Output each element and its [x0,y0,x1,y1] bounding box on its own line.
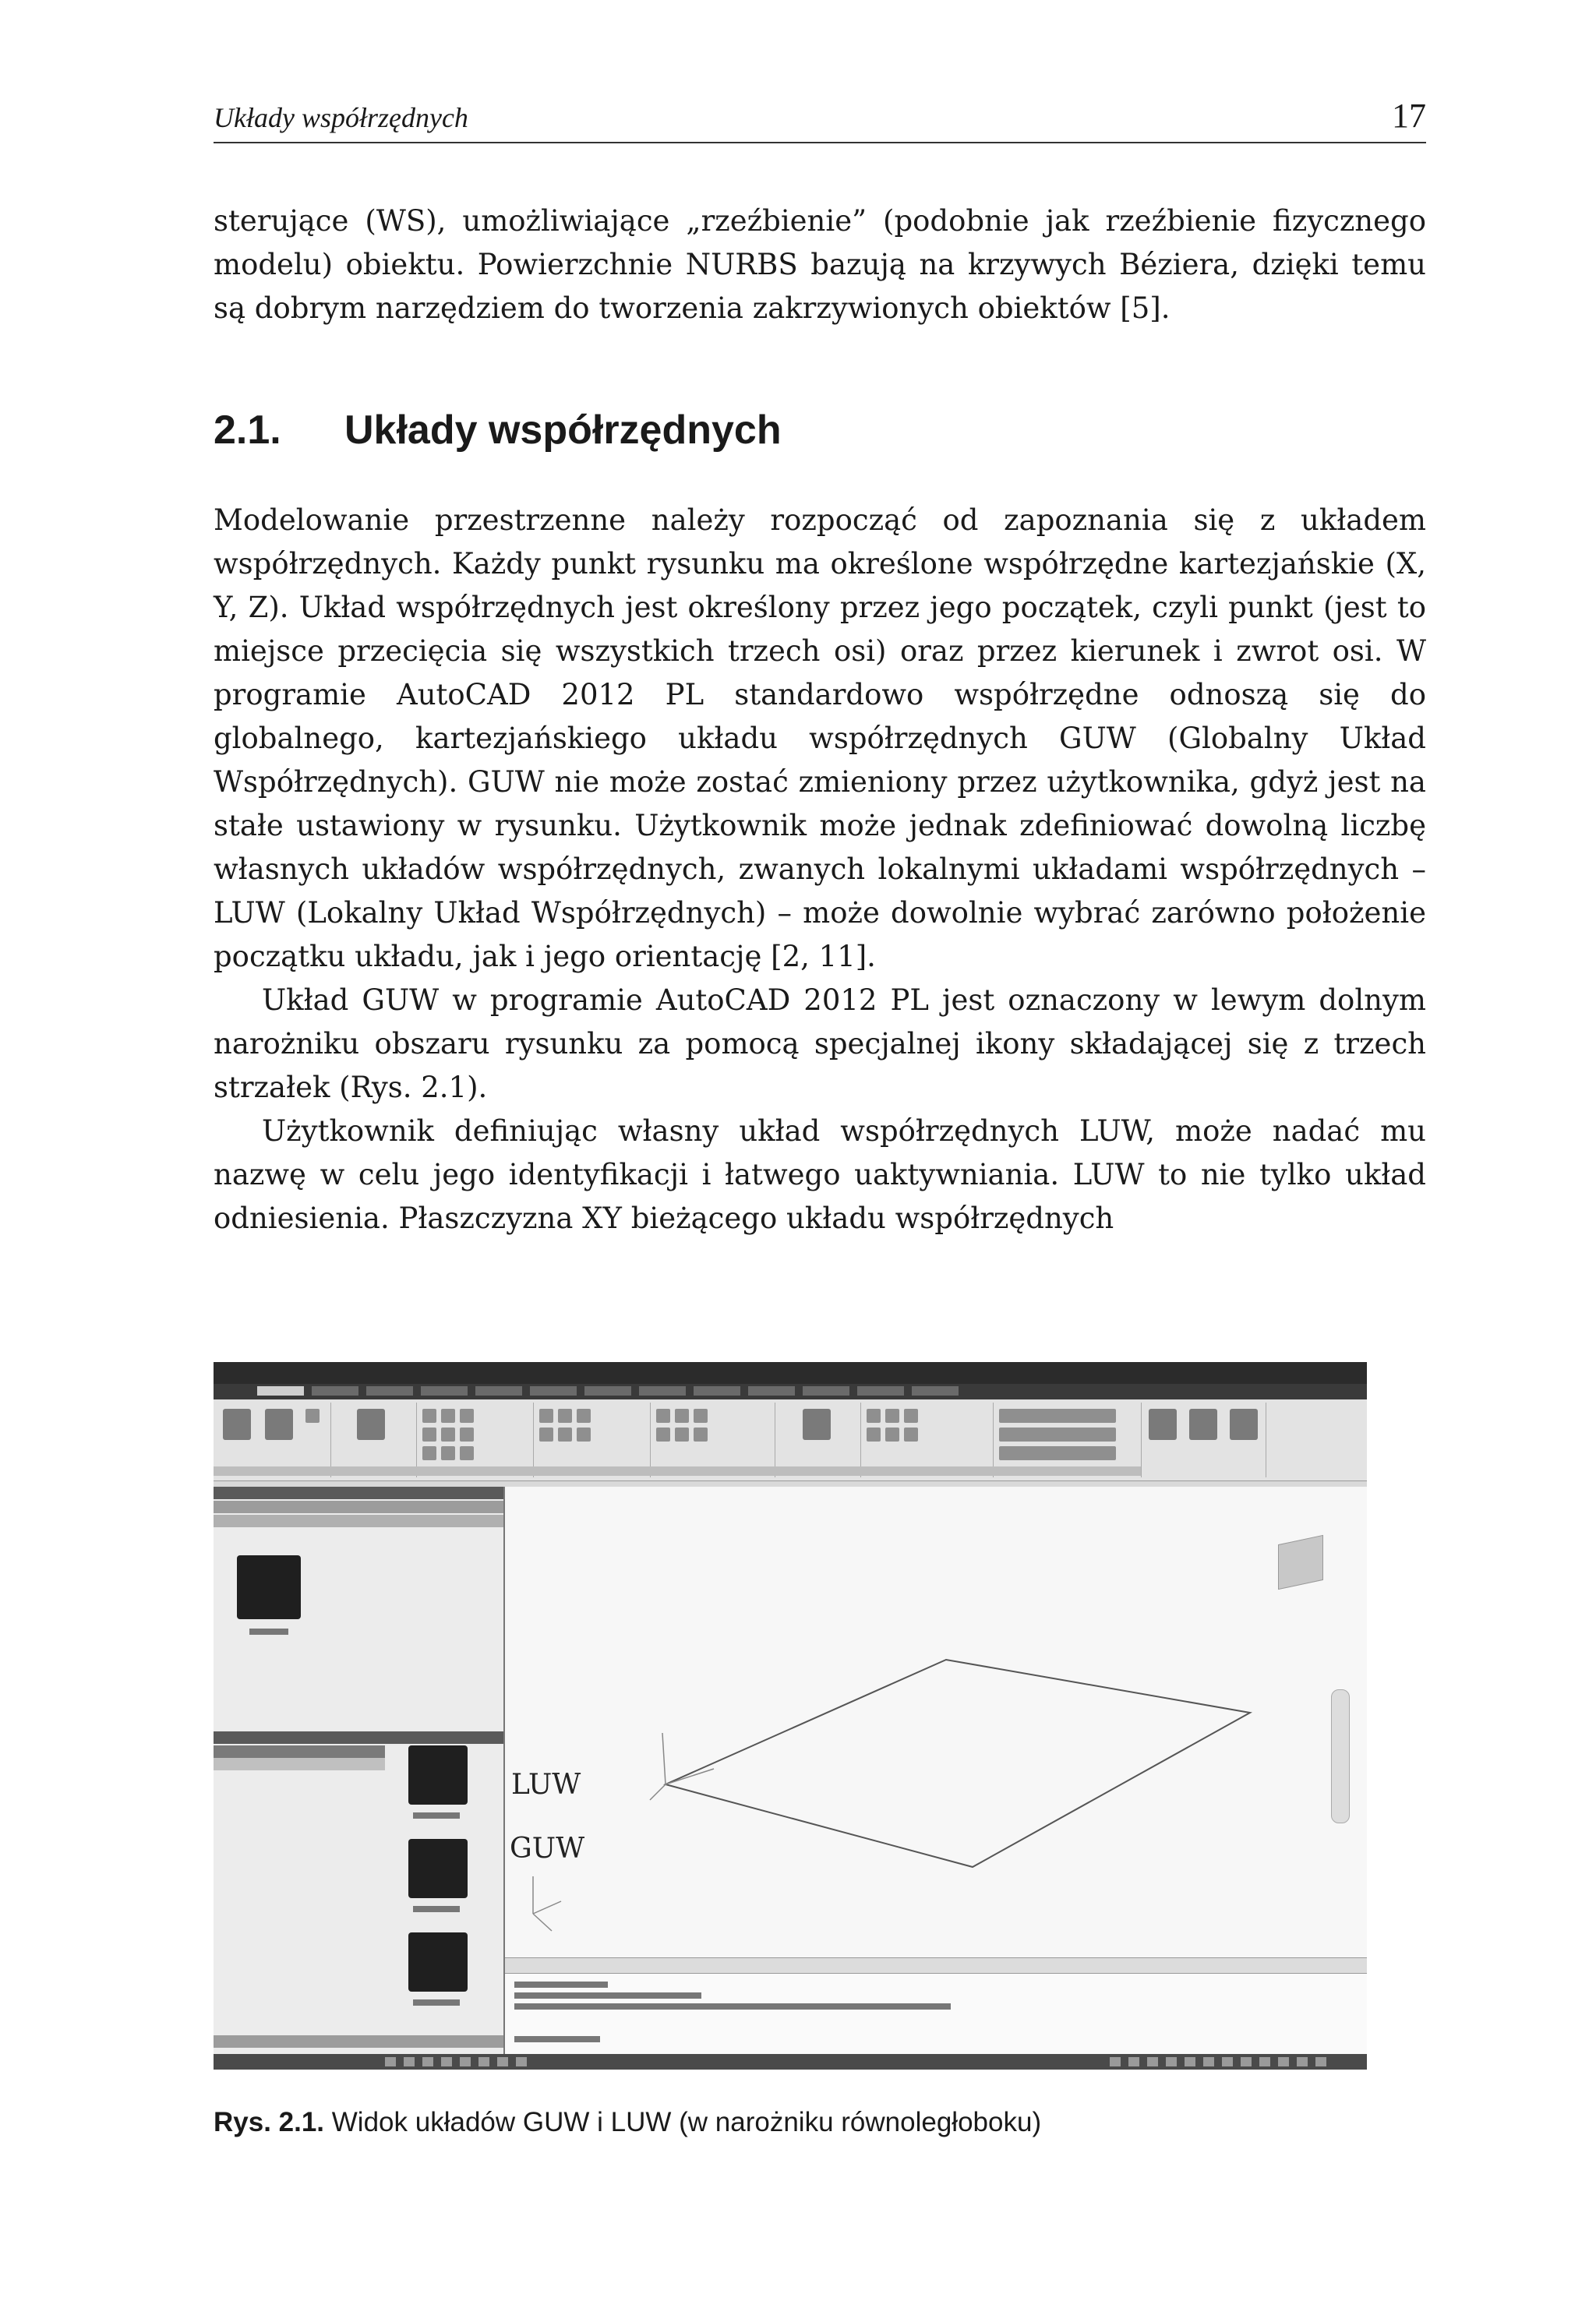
command-history-line [514,1982,608,1988]
running-head [214,94,1426,143]
ribbon-panel [214,1403,331,1477]
tool-icon [539,1428,553,1442]
ribbon-tab [366,1386,413,1396]
guw-z-axis [533,1914,552,1931]
properties-icon [1189,1409,1217,1440]
panel-header [214,1487,503,1499]
status-icon [1203,2057,1214,2066]
status-icon [1222,2057,1233,2066]
ribbon-tab [257,1386,304,1396]
tool-icon [558,1409,572,1423]
tool-icon [904,1428,918,1442]
status-icon [1166,2057,1177,2066]
navigation-bar [1331,1689,1350,1823]
tool-icon [885,1428,899,1442]
luw-y-axis [662,1733,666,1784]
ribbon-tab [803,1386,849,1396]
paragraph-2: Układ GUW w programie AutoCAD 2012 PL jest oznaczony w lewym dolnym narożniku obszaru rysunku za pomocą specjalnej ikony składającej się z trzech strzałek (Rys. 2.1). [214,983,1426,1104]
material-swatch [408,1745,468,1805]
panel-label [775,1466,860,1476]
tool-icon [441,1446,455,1460]
drawing-viewport [505,1487,1367,1957]
ribbon-tab [694,1386,740,1396]
tool-icon [460,1428,474,1442]
tool-icon [305,1409,320,1423]
status-icon [1185,2057,1195,2066]
status-icon [1315,2057,1326,2066]
status-icon [1278,2057,1289,2066]
named-view-dropdown [999,1446,1116,1460]
ribbon-panel [650,1403,775,1477]
material-label [413,1999,460,2006]
luw-z-axis [650,1784,666,1800]
ribbon [214,1399,1367,1481]
tool-icon [539,1409,553,1423]
status-icon [1128,2057,1139,2066]
panel-label [533,1466,650,1476]
status-icon [460,2057,471,2066]
groups-icon [1230,1409,1258,1440]
status-icon [404,2057,415,2066]
ribbon-tab [475,1386,522,1396]
guw-label: GUW [510,1833,585,1865]
library-item [214,1758,385,1770]
command-history-line [514,2003,951,2010]
status-icon [1241,2057,1252,2066]
status-icon [478,2057,489,2066]
panel-toolbar [214,1515,503,1527]
command-line [505,1973,1367,2055]
status-icon [497,2057,508,2066]
tool-icon [441,1428,455,1442]
tool-icon [460,1409,474,1423]
drawing-canvas [505,1487,1367,1957]
tool-icon [422,1428,436,1442]
tool-icon [558,1428,572,1442]
panel-label [416,1466,533,1476]
caption-label: Rys. 2.1. [214,2107,325,2137]
tool-icon [422,1409,436,1423]
select-icon [1149,1409,1177,1440]
ribbon-tab [748,1386,795,1396]
material-label [249,1629,288,1635]
status-icon [1147,2057,1158,2066]
status-icon [1110,2057,1121,2066]
tool-icon [867,1409,881,1423]
ribbon-panel [860,1403,994,1477]
title-bar [214,1362,1367,1384]
status-icon [1259,2057,1270,2066]
section-plane-icon [803,1409,831,1440]
paragraph-1: Modelowanie przestrzenne należy rozpocząć od zapoznania się z układem współrzędnych. Każdy punkt rysunku ma określone współrzędne kartezjańskie (X, Y, Z). Układ współrzędnych jest określony przez jego początek, czyli punkt (jest to miejsce przecięcia się wszystkich trzech osi) oraz przez kierunek i zwrot osi. W programie AutoCAD 2012 PL standardowo współrzędne odnoszą się do globalnego, kartezjańskiego układu współrzędnych GUW (Globalny Układ Współrzędnych). GUW nie może zostać zmieniony przez użytkownika, gdyż jest na stałe ustawiony w rysunku. Użytkownik może jednak zdefiniować dowolną liczbę własnych układów współrzędnych, zwanych lokalnymi układami współrzędnych – LUW (Lokalny Układ Współrzędnych) – może dowolnie wybrać zarówno położenie początku układu, jak i jego orientację [2, 11]. [214,503,1426,973]
ribbon-panel [533,1403,651,1477]
tool-icon [441,1409,455,1423]
ribbon-panel [993,1403,1142,1477]
tool-icon [694,1409,708,1423]
tool-icon [656,1428,670,1442]
command-prompt [514,2036,600,2042]
caption-text: Widok układów GUW i LUW (w narożniku równoległoboku) [324,2107,1042,2137]
materials-browser [214,1487,505,2054]
ribbon-panel [330,1403,417,1477]
box-icon [223,1409,251,1440]
material-swatch [237,1555,301,1619]
tool-icon [675,1428,689,1442]
panel-label [993,1466,1141,1476]
status-icon [1297,2057,1308,2066]
command-history-line [514,1992,701,1999]
ribbon-panel [416,1403,534,1477]
section-number: 2.1. [214,408,281,453]
ribbon-tabs [214,1384,1367,1399]
section-title: Układy współrzędnych [344,408,782,453]
panel-header [214,1731,503,1744]
status-icon [441,2057,452,2066]
visual-style-dropdown [999,1409,1116,1423]
panel-label [214,1466,330,1476]
material-label [413,1812,460,1819]
running-title: Układy współrzędnych [214,102,468,133]
tool-icon [656,1409,670,1423]
extrude-icon [265,1409,293,1440]
panel-toolbar [214,2035,503,2048]
guw-x-axis [533,1901,561,1914]
material-label [413,1906,460,1912]
ribbon-tab [530,1386,577,1396]
section-body [214,499,1426,1240]
page-number: 17 [1392,97,1426,135]
intro-paragraph: sterujące (WS), umożliwiające „rzeźbienie” (podobnie jak rzeźbienie fizycznego modelu) obiektu. Powierzchnie NURBS bazują na krzywych Béziera, dzięki temu są dobrym narzędziem do tworzenia zakrzywionych obiektów [5]. [214,204,1426,325]
tool-icon [577,1428,591,1442]
status-icon [385,2057,396,2066]
paragraph-3: Użytkownik definiując własny układ współrzędnych LUW, może nadać mu nazwę w celu jego identyfikacji i łatwego uaktywniania. LUW to nie tylko układ odniesienia. Płaszczyzna XY bieżącego układu współrzędnych [214,1114,1426,1235]
section-heading [214,407,782,453]
ribbon-tab [639,1386,686,1396]
tool-icon [867,1428,881,1442]
tool-icon [675,1409,689,1423]
figure-caption [214,2107,1041,2138]
panel-label [650,1466,775,1476]
ribbon-tab [912,1386,959,1396]
layout-tabs [505,1957,1367,1974]
ribbon-tab [312,1386,358,1396]
ribbon-panel [1141,1403,1266,1477]
tool-icon [885,1409,899,1423]
library-item [214,1745,385,1758]
tool-icon [422,1446,436,1460]
ribbon-tab [584,1386,631,1396]
panel-toolbar [214,1501,503,1513]
material-swatch [408,1839,468,1898]
panel-label [860,1466,993,1476]
status-icon [516,2057,527,2066]
luw-label: LUW [511,1769,581,1801]
status-bar [214,2054,1367,2070]
tool-icon [694,1428,708,1442]
ribbon-tab [421,1386,468,1396]
ribbon-panel [775,1403,861,1477]
material-swatch [408,1932,468,1992]
luw-x-axis [666,1769,714,1784]
ribbon-tab [857,1386,904,1396]
view-dropdown [999,1428,1116,1442]
tool-icon [904,1409,918,1423]
status-icon [422,2057,433,2066]
viewcube-icon [1278,1535,1323,1590]
panel-label [330,1466,416,1476]
autocad-screenshot [214,1362,1367,2070]
parallelogram [666,1660,1250,1867]
tool-icon [460,1446,474,1460]
sphere-icon [357,1409,385,1440]
tool-icon [577,1409,591,1423]
